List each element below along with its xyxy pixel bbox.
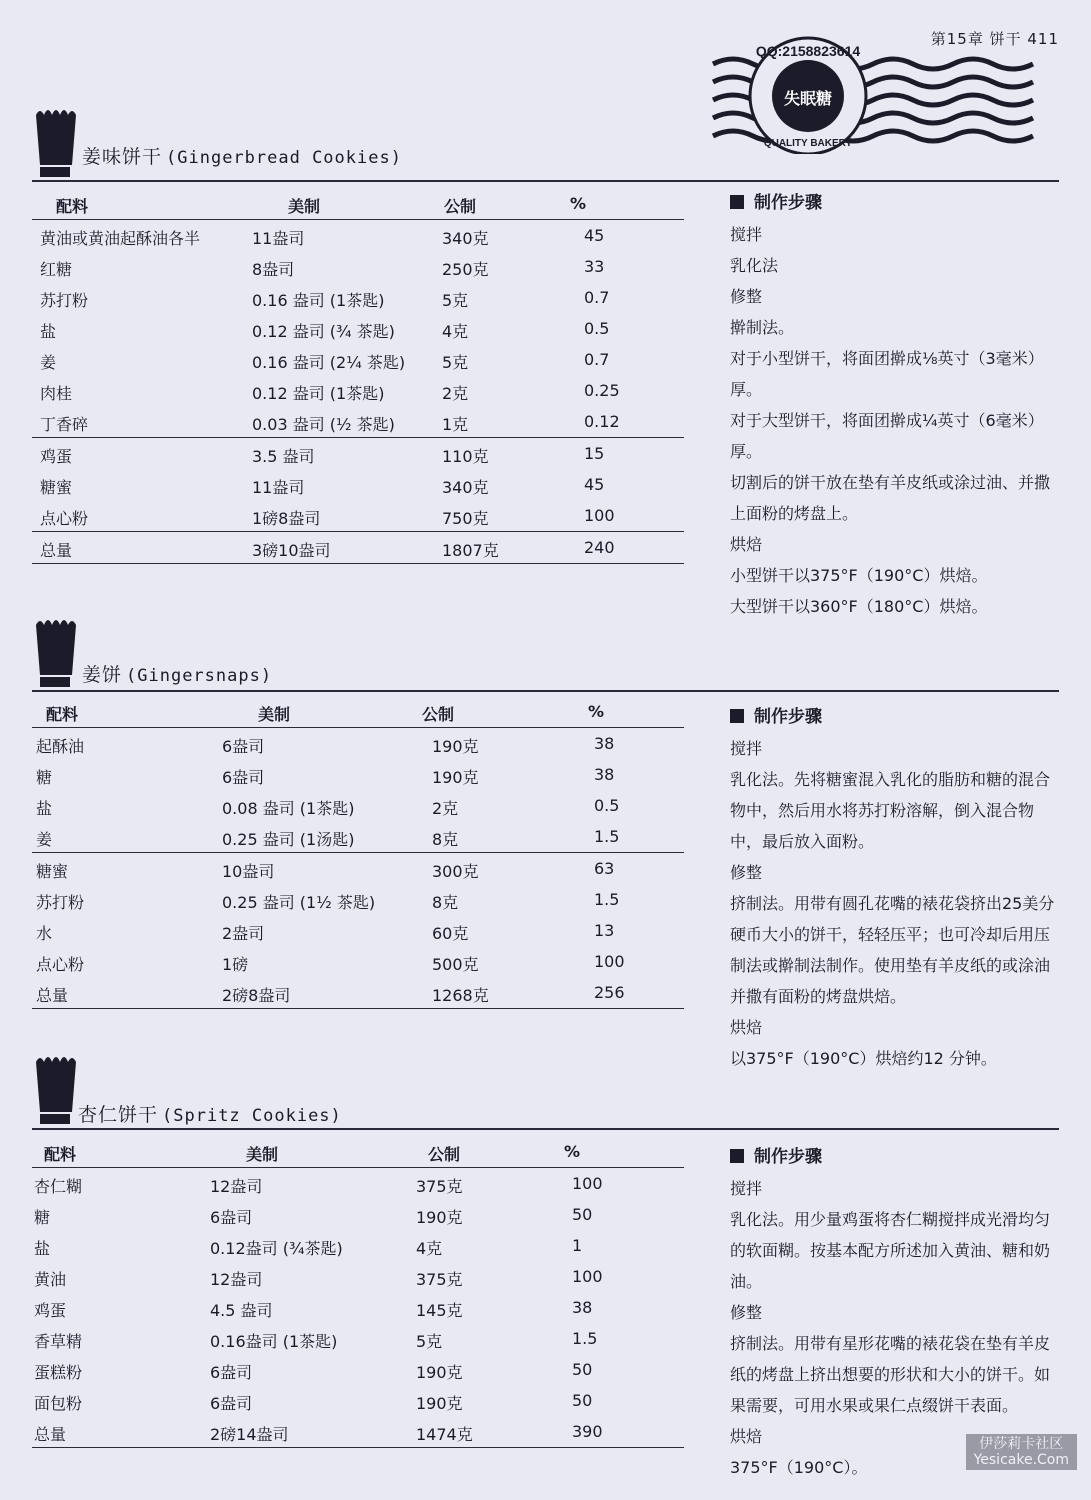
cell-metric: 340克 [442,478,489,497]
steps-panel [730,1142,1060,1483]
chef-hat-icon [30,1052,80,1132]
table-row [32,282,684,313]
cell-us: 0.03 盎司 (½ 茶匙) [252,415,395,434]
cell-metric: 1克 [442,415,469,434]
cell-ingredient: 黄油 [34,1270,67,1289]
cell-percent: 50 [572,1391,593,1410]
cell-percent: 0.25 [584,381,620,400]
cell-percent: 100 [594,952,625,971]
cell-metric: 8克 [432,893,459,912]
step-line: 切割后的饼干放在垫有羊皮纸或涂过油、并撒上面粉的烤盘上。 [730,473,1051,523]
cell-us: 3磅10盎司 [252,541,331,560]
table-row [32,532,684,564]
table-row [32,1261,684,1292]
cell-percent: 38 [594,765,615,784]
table-row [32,1416,684,1448]
step-line: 乳化法。先将糖蜜混入乳化的脂肪和糖的混合物中，然后用水将苏打粉溶解，倒入混合物中，最后放入面粉。 [730,770,1051,851]
cell-metric: 1474克 [416,1425,473,1444]
step-line: 修整 [730,1303,763,1322]
table-row [32,728,684,759]
table-header [32,696,684,728]
cell-percent: 100 [584,506,615,525]
table-row [32,1168,684,1199]
header-metric: 公制 [428,1145,461,1164]
header-percent: % [570,194,587,213]
steps-title: 制作步骤 [730,1142,1060,1173]
table-row [32,915,684,946]
header-us: 美制 [246,1145,279,1164]
step-line: 烘焙 [730,1427,763,1446]
table-row [32,344,684,375]
step-line: 烘焙 [730,535,763,554]
step-line: 对于小型饼干，将面团擀成⅛英寸（3毫米）厚。 [730,349,1044,399]
cell-percent: 13 [594,921,615,940]
title-rule [32,180,1059,182]
cell-percent: 390 [572,1422,603,1441]
cell-ingredient: 苏打粉 [36,893,85,912]
cell-us: 2盎司 [222,924,265,943]
cell-metric: 375克 [416,1270,463,1289]
cell-metric: 250克 [442,260,489,279]
cell-percent: 0.7 [584,288,610,307]
cell-percent: 45 [584,226,605,245]
cell-ingredient: 姜 [40,353,57,372]
cell-metric: 190克 [416,1363,463,1382]
table-row [32,1292,684,1323]
title-rule [32,690,1059,692]
title-cn: 姜饼 [82,664,123,686]
cell-percent: 15 [584,444,605,463]
cell-percent: 45 [584,475,605,494]
steps-title: 制作步骤 [730,702,1060,733]
cell-metric: 375克 [416,1177,463,1196]
cell-percent: 100 [572,1174,603,1193]
cell-us: 1磅8盎司 [252,509,321,528]
cell-metric: 1807克 [442,541,499,560]
table-row [32,946,684,977]
cell-ingredient: 总量 [36,986,69,1005]
cell-us: 3.5 盎司 [252,447,315,466]
cell-ingredient: 肉桂 [40,384,73,403]
table-row [32,375,684,406]
cell-ingredient: 总量 [34,1425,67,1444]
title-cn: 姜味饼干 [82,146,163,168]
cell-us: 2磅14盎司 [210,1425,289,1444]
cell-metric: 5克 [416,1332,443,1351]
cell-percent: 1.5 [594,890,620,909]
cell-ingredient: 糖 [34,1208,51,1227]
cell-us: 2磅8盎司 [222,986,291,1005]
site-watermark [966,1434,1077,1470]
cell-ingredient: 姜 [36,830,53,849]
table-header [32,1136,684,1168]
cell-percent: 50 [572,1205,593,1224]
header-percent: % [588,702,605,721]
cell-percent: 33 [584,257,605,276]
header-ingredient: 配料 [44,1145,77,1164]
ingredients-table [32,188,684,564]
title-en: (Gingersnaps) [126,666,273,686]
stamp-quality-text: QUALITY BAKERY [763,138,853,149]
recipe-title [82,660,272,687]
recipe-gingerbread [0,100,1091,616]
cell-ingredient: 糖蜜 [40,478,73,497]
header-ingredient: 配料 [56,197,89,216]
step-line: 烘焙 [730,1018,763,1037]
step-line: 搅拌 [730,225,763,244]
cell-ingredient: 糖蜜 [36,862,69,881]
table-row [32,220,684,251]
table-row [32,1230,684,1261]
cell-ingredient: 糖 [36,768,53,787]
cell-us: 11盎司 [252,478,305,497]
recipe-title [78,1100,342,1127]
ingredients-table [32,696,684,1009]
cell-us: 12盎司 [210,1177,263,1196]
table-row [32,1385,684,1416]
cell-percent: 1 [572,1236,583,1255]
cell-percent: 38 [594,734,615,753]
watermark-line2: Yesicake.Com [973,1452,1069,1468]
steps-panel [730,702,1060,1074]
cell-us: 0.12 盎司 (¾ 茶匙) [252,322,395,341]
cell-ingredient: 杏仁糊 [34,1177,83,1196]
stamp-qq-text: QQ:2158823614 [755,43,861,59]
cell-ingredient: 黄油或黄油起酥油各半 [40,229,201,248]
cell-us: 0.16盎司 (1茶匙) [210,1332,338,1351]
step-line: 挤制法。用带有星形花嘴的裱花袋在垫有羊皮纸的烤盘上挤出想要的形状和大小的饼干。如果需要，可用水果或果仁点缀饼干表面。 [730,1334,1051,1415]
cell-percent: 0.12 [584,412,620,431]
table-row [32,500,684,532]
table-row [32,313,684,344]
step-line: 乳化法。用少量鸡蛋将杏仁糊搅拌成光滑均匀的软面糊。按基本配方所述加入黄油、糖和奶油。 [730,1210,1051,1291]
header-ingredient: 配料 [46,705,79,724]
table-row [32,790,684,821]
cell-us: 10盎司 [222,862,275,881]
table-row [32,853,684,884]
header-percent: % [564,1142,581,1161]
title-cn: 杏仁饼干 [78,1104,159,1126]
table-row [32,759,684,790]
cell-ingredient: 红糖 [40,260,73,279]
header-metric: 公制 [422,705,455,724]
cell-us: 0.25 盎司 (1汤匙) [222,830,355,849]
cell-metric: 2克 [432,799,459,818]
table-row [32,406,684,438]
steps-title: 制作步骤 [730,188,1060,219]
cell-ingredient: 盐 [40,322,57,341]
cell-us: 0.12 盎司 (1茶匙) [252,384,385,403]
cell-metric: 4克 [442,322,469,341]
cell-percent: 1.5 [594,827,620,846]
recipe-gingersnaps [0,610,1091,1068]
cell-us: 1磅 [222,955,249,974]
cell-us: 4.5 盎司 [210,1301,273,1320]
table-row [32,1323,684,1354]
cell-percent: 1.5 [572,1329,598,1348]
step-line: 小型饼干以375°F（190°C）烘焙。 [730,566,988,585]
cell-us: 12盎司 [210,1270,263,1289]
step-line: 搅拌 [730,1179,763,1198]
chef-hat-icon [30,105,80,185]
cell-ingredient: 香草精 [34,1332,83,1351]
cell-metric: 190克 [432,768,479,787]
recipe-title [82,142,402,169]
cell-metric: 8克 [432,830,459,849]
cell-us: 6盎司 [222,768,265,787]
cell-metric: 5克 [442,353,469,372]
cell-metric: 340克 [442,229,489,248]
steps-panel [730,188,1060,622]
step-line: 擀制法。 [730,318,795,337]
watermark-line1: 伊莎莉卡社区 [979,1436,1064,1452]
title-en: (Gingerbread Cookies) [166,148,402,168]
cell-percent: 0.5 [594,796,620,815]
step-line: 375°F（190°C）。 [730,1458,868,1477]
ingredients-table [32,1136,684,1448]
step-line: 修整 [730,287,763,306]
cell-metric: 190克 [416,1394,463,1413]
step-line: 对于大型饼干，将面团擀成¼英寸（6毫米）厚。 [730,411,1044,461]
cell-ingredient: 总量 [40,541,73,560]
page-header: 第15章 饼干 411 [930,30,1059,48]
recipe-spritz [0,1050,1091,1490]
chef-hat-icon [30,615,80,695]
cell-us: 8盎司 [252,260,295,279]
cell-percent: 0.7 [584,350,610,369]
cell-ingredient: 鸡蛋 [40,447,73,466]
cell-ingredient: 盐 [34,1239,51,1258]
cell-percent: 50 [572,1360,593,1379]
cell-ingredient: 水 [36,924,53,943]
cell-metric: 145克 [416,1301,463,1320]
cell-us: 0.16 盎司 (2¼ 茶匙) [252,353,406,372]
stamp-brand-text: 失眠糖 [783,89,833,108]
cell-metric: 750克 [442,509,489,528]
step-line: 乳化法 [730,256,779,275]
cell-metric: 190克 [416,1208,463,1227]
cell-us: 6盎司 [210,1208,253,1227]
cell-metric: 4克 [416,1239,443,1258]
cell-percent: 38 [572,1298,593,1317]
cell-us: 11盎司 [252,229,305,248]
cell-ingredient: 起酥油 [36,737,85,756]
cell-metric: 2克 [442,384,469,403]
cell-percent: 240 [584,538,615,557]
cell-ingredient: 蛋糕粉 [34,1363,83,1382]
header-us: 美制 [258,705,291,724]
header-metric: 公制 [444,197,477,216]
title-rule [32,1128,1059,1130]
table-row [32,438,684,469]
table-row [32,251,684,282]
step-line: 大型饼干以360°F（180°C）烘焙。 [730,597,988,616]
cell-us: 6盎司 [210,1363,253,1382]
header-us: 美制 [288,197,321,216]
cell-metric: 500克 [432,955,479,974]
step-line: 搅拌 [730,739,763,758]
table-row [32,1199,684,1230]
table-row [32,821,684,853]
cell-ingredient: 鸡蛋 [34,1301,67,1320]
cell-us: 6盎司 [222,737,265,756]
cell-percent: 0.5 [584,319,610,338]
cell-metric: 190克 [432,737,479,756]
title-en: (Spritz Cookies) [162,1106,342,1126]
cell-ingredient: 点心粉 [36,955,85,974]
table-row [32,884,684,915]
table-row [32,469,684,500]
cell-metric: 5克 [442,291,469,310]
cell-us: 6盎司 [210,1394,253,1413]
step-line: 以375°F（190°C）烘焙约12 分钟。 [730,1049,997,1068]
table-row [32,977,684,1009]
cell-percent: 256 [594,983,625,1002]
cell-ingredient: 盐 [36,799,53,818]
cell-ingredient: 面包粉 [34,1394,83,1413]
step-line: 挤制法。用带有圆孔花嘴的裱花袋挤出25美分硬币大小的饼干，轻轻压平；也可冷却后用压制法或擀制法制作。使用垫有羊皮纸的或涂油并撒有面粉的烤盘烘焙。 [730,894,1055,1006]
step-line: 修整 [730,863,763,882]
cell-percent: 100 [572,1267,603,1286]
cell-ingredient: 苏打粉 [40,291,89,310]
cell-ingredient: 点心粉 [40,509,89,528]
cell-us: 0.08 盎司 (1茶匙) [222,799,355,818]
cell-metric: 1268克 [432,986,489,1005]
table-row [32,1354,684,1385]
cell-us: 0.12盎司 (¾茶匙) [210,1239,343,1258]
cell-percent: 63 [594,859,615,878]
cell-metric: 110克 [442,447,489,466]
cell-us: 0.16 盎司 (1茶匙) [252,291,385,310]
cell-metric: 300克 [432,862,479,881]
cell-ingredient: 丁香碎 [40,415,89,434]
cell-us: 0.25 盎司 (1½ 茶匙) [222,893,376,912]
cell-metric: 60克 [432,924,469,943]
table-header [32,188,684,220]
